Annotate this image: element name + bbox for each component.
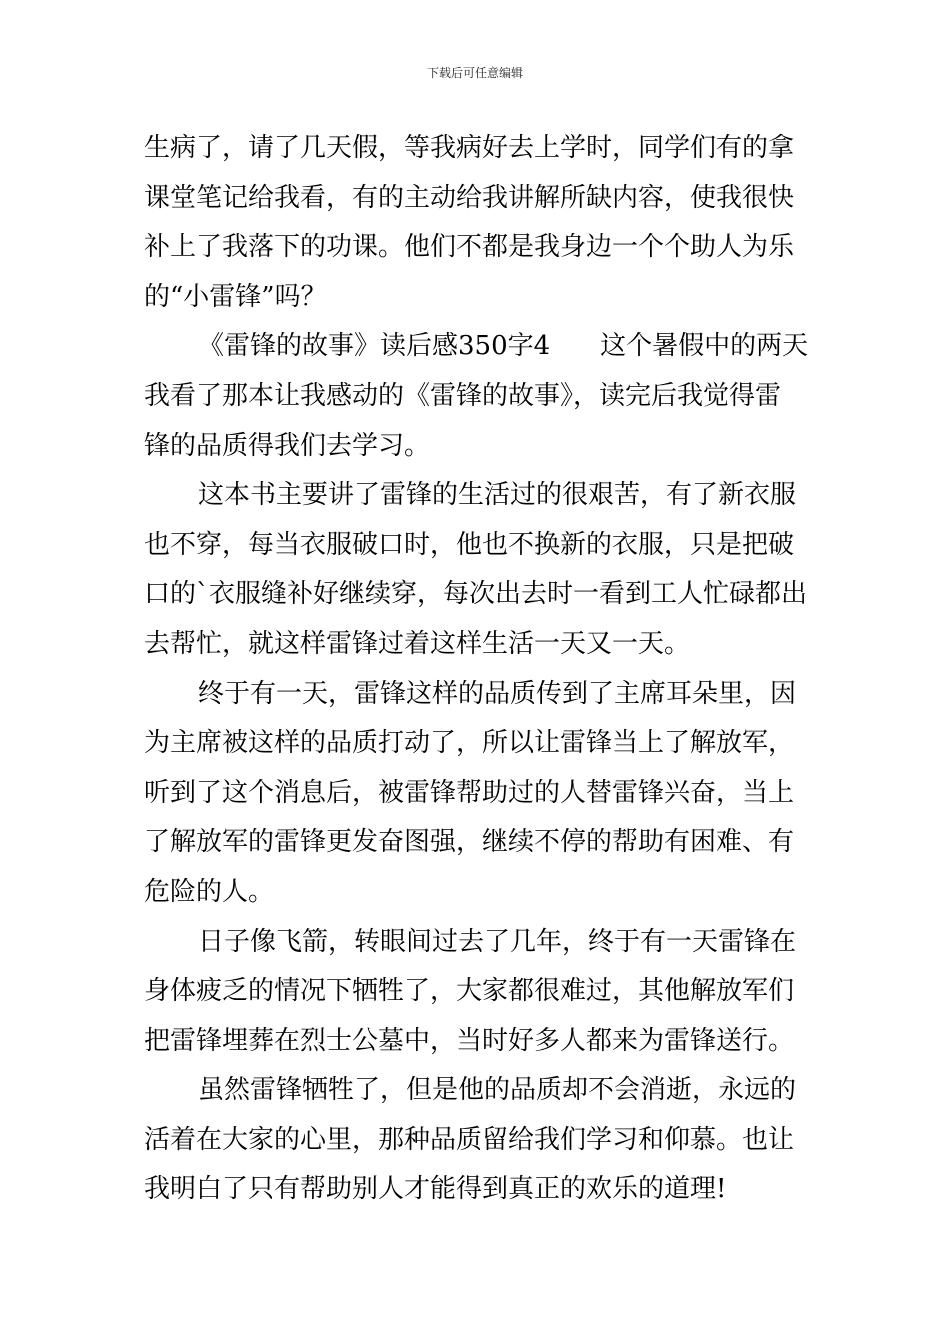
text-line: 虽然雷锋牺牲了，但是他的品质却不会消逝，永远的 <box>198 1075 797 1106</box>
text-line: 生病了，请了几天假，等我病好去上学时，同学们有的拿 <box>144 133 795 163</box>
text-line: 补上了我落下的功课。他们不都是我身边一个个助人为乐 <box>144 232 795 263</box>
text-line: 我看了那本让我感动的《雷锋的故事》，读完后我觉得雷 <box>144 380 782 411</box>
text-line: 这本书主要讲了雷锋的生活过的很艰苦，有了新衣服 <box>198 480 797 511</box>
section-heading-trail: 这个暑假中的两天 <box>600 331 809 362</box>
text-line: 终于有一天，雷锋这样的品质传到了主席耳朵里，因 <box>198 678 797 709</box>
text-line: 身体疲乏的情况下牺牲了，大家都很难过，其他解放军们 <box>144 976 795 1007</box>
text-line: 听到了这个消息后，被雷锋帮助过的人替雷锋兴奋，当上 <box>144 777 795 808</box>
text-line: 也不穿，每当衣服破口时，他也不换新的衣服，只是把破 <box>144 529 795 560</box>
text-line: 了解放军的雷锋更发奋图强，继续不停的帮助有困难、有 <box>144 827 795 858</box>
text-line: 我明白了只有帮助别人才能得到真正的欢乐的道理! <box>144 1174 727 1205</box>
text-line: 锋的品质得我们去学习。 <box>144 430 431 461</box>
section-heading: 《雷锋的故事》读后感350字4 <box>198 331 551 362</box>
text-line: 的“小雷锋”吗？ <box>144 281 327 312</box>
page-header: 下载后可任意编辑 <box>426 66 523 80</box>
text-line: 课堂笔记给我看，有的主动给我讲解所缺内容，使我很快 <box>144 182 795 213</box>
text-line: 去帮忙，就这样雷锋过着这样生活一天又一天。 <box>144 628 691 659</box>
text-line: 把雷锋埋葬在烈士公墓中，当时好多人都来为雷锋送行。 <box>144 1025 795 1056</box>
text-line: 为主席被这样的品质打动了，所以让雷锋当上了解放军， <box>144 728 795 759</box>
text-line: 活着在大家的心里，那种品质留给我们学习和仰慕。也让 <box>144 1124 795 1155</box>
section-heading-line <box>144 322 808 372</box>
document-body <box>144 124 808 1215</box>
text-line: 日子像飞箭，转眼间过去了几年，终于有一天雷锋在 <box>198 926 797 957</box>
text-line: 口的`衣服缝补好继续穿，每次出去时一看到工人忙碌都出 <box>144 579 808 610</box>
text-line: 危险的人。 <box>144 876 275 907</box>
